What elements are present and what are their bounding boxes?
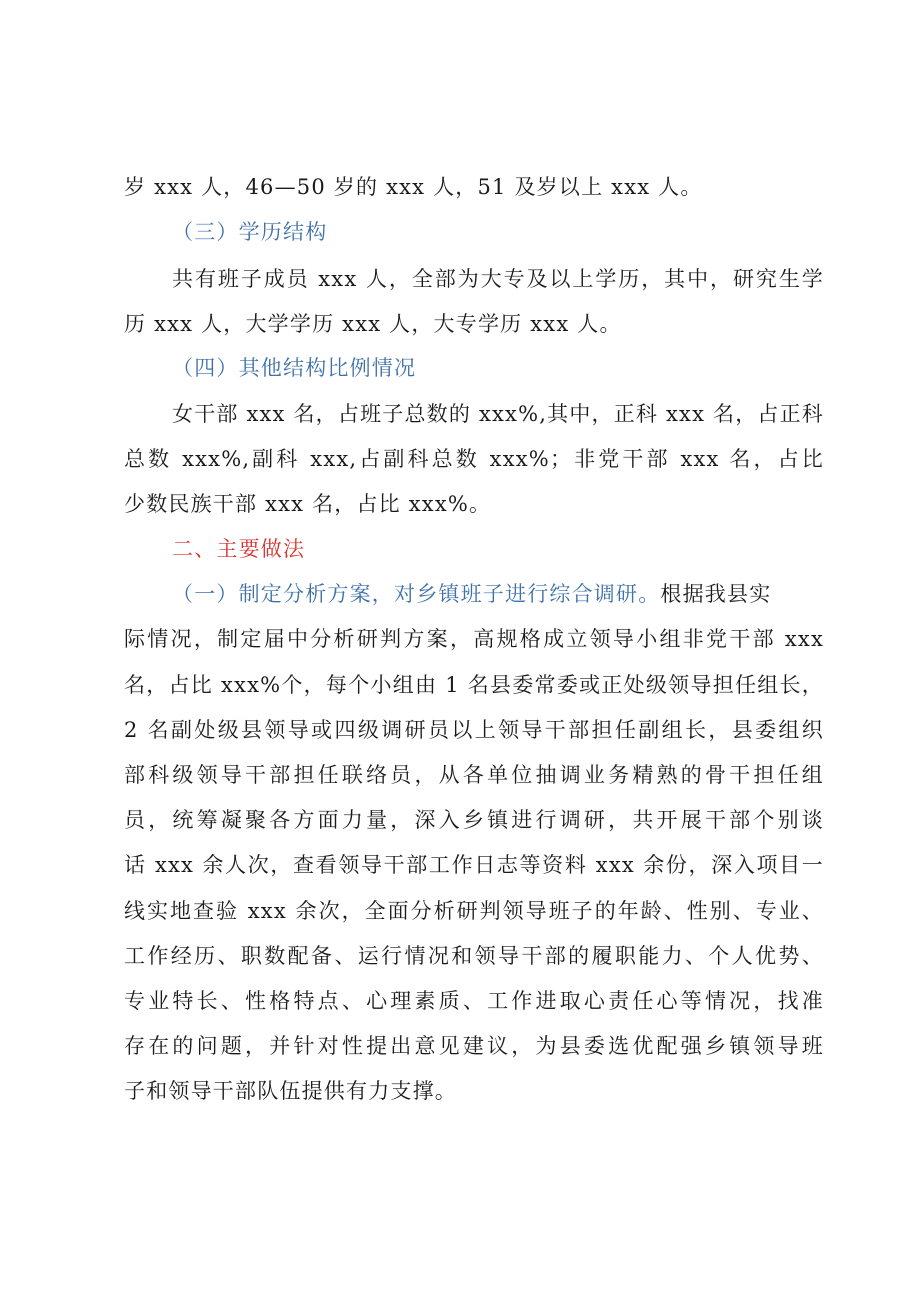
- paragraph-line: 子和领导干部队伍提供有力支撑。: [124, 1079, 457, 1103]
- paragraph-line: 总数 xxx%,副科 xxx,占副科总数 xxx%；非党干部 xxx 名，占比: [124, 447, 824, 471]
- inline-subheading: （一）制定分析方案，对乡镇班子进行综合调研。: [172, 582, 661, 606]
- paragraph-line: 岁 xxx 人，46—50 岁的 xxx 人，51 及岁以上 xxx 人。: [124, 175, 703, 199]
- paragraph-line: 专业特长、性格特点、心理素质、工作进取心责任心等情况，找准: [124, 989, 824, 1013]
- paragraph-line: 名，占比 xxx%个，每个小组由 1 名县委常委或正处级领导担任组长，: [124, 673, 824, 697]
- subheading-education-structure: （三）学历结构: [172, 220, 328, 244]
- subheading-other-structure: （四）其他结构比例情况: [172, 356, 417, 380]
- paragraph-line-with-subheading: [172, 571, 872, 617]
- paragraph-line: 际情况，制定届中分析研判方案，高规格成立领导小组非党干部 xxx: [124, 627, 824, 651]
- paragraph-line: 话 xxx 余人次，查看领导干部工作日志等资料 xxx 余份，深入项目一: [124, 853, 824, 877]
- paragraph-line: 共有班子成员 xxx 人，全部为大专及以上学历，其中，研究生学: [172, 267, 824, 291]
- paragraph-line: 工作经历、职数配备、运行情况和领导干部的履职能力、个人优势、: [124, 944, 824, 968]
- paragraph-line: 员，统筹凝聚各方面力量，深入乡镇进行调研，共开展干部个别谈: [124, 808, 824, 832]
- paragraph-line: 历 xxx 人，大学学历 xxx 人，大专学历 xxx 人。: [124, 312, 622, 336]
- section-heading-main-practices: 二、主要做法: [172, 537, 306, 561]
- paragraph-line: 部科级领导干部担任联络员，从各单位抽调业务精熟的骨干担任组: [124, 763, 824, 787]
- paragraph-line: 女干部 xxx 名，占班子总数的 xxx%,其中，正科 xxx 名，占正科: [172, 402, 824, 426]
- paragraph-line: 2 名副处级县领导或四级调研员以上领导干部担任副组长，县委组织: [124, 718, 824, 742]
- paragraph-line: 存在的问题，并针对性提出意见建议，为县委选优配强乡镇领导班: [124, 1034, 824, 1058]
- paragraph-line: 线实地查验 xxx 余次，全面分析研判领导班子的年龄、性别、专业、: [124, 899, 824, 923]
- inline-text: 根据我县实: [660, 582, 772, 606]
- paragraph-line: 少数民族干部 xxx 名，占比 xxx%。: [124, 492, 492, 516]
